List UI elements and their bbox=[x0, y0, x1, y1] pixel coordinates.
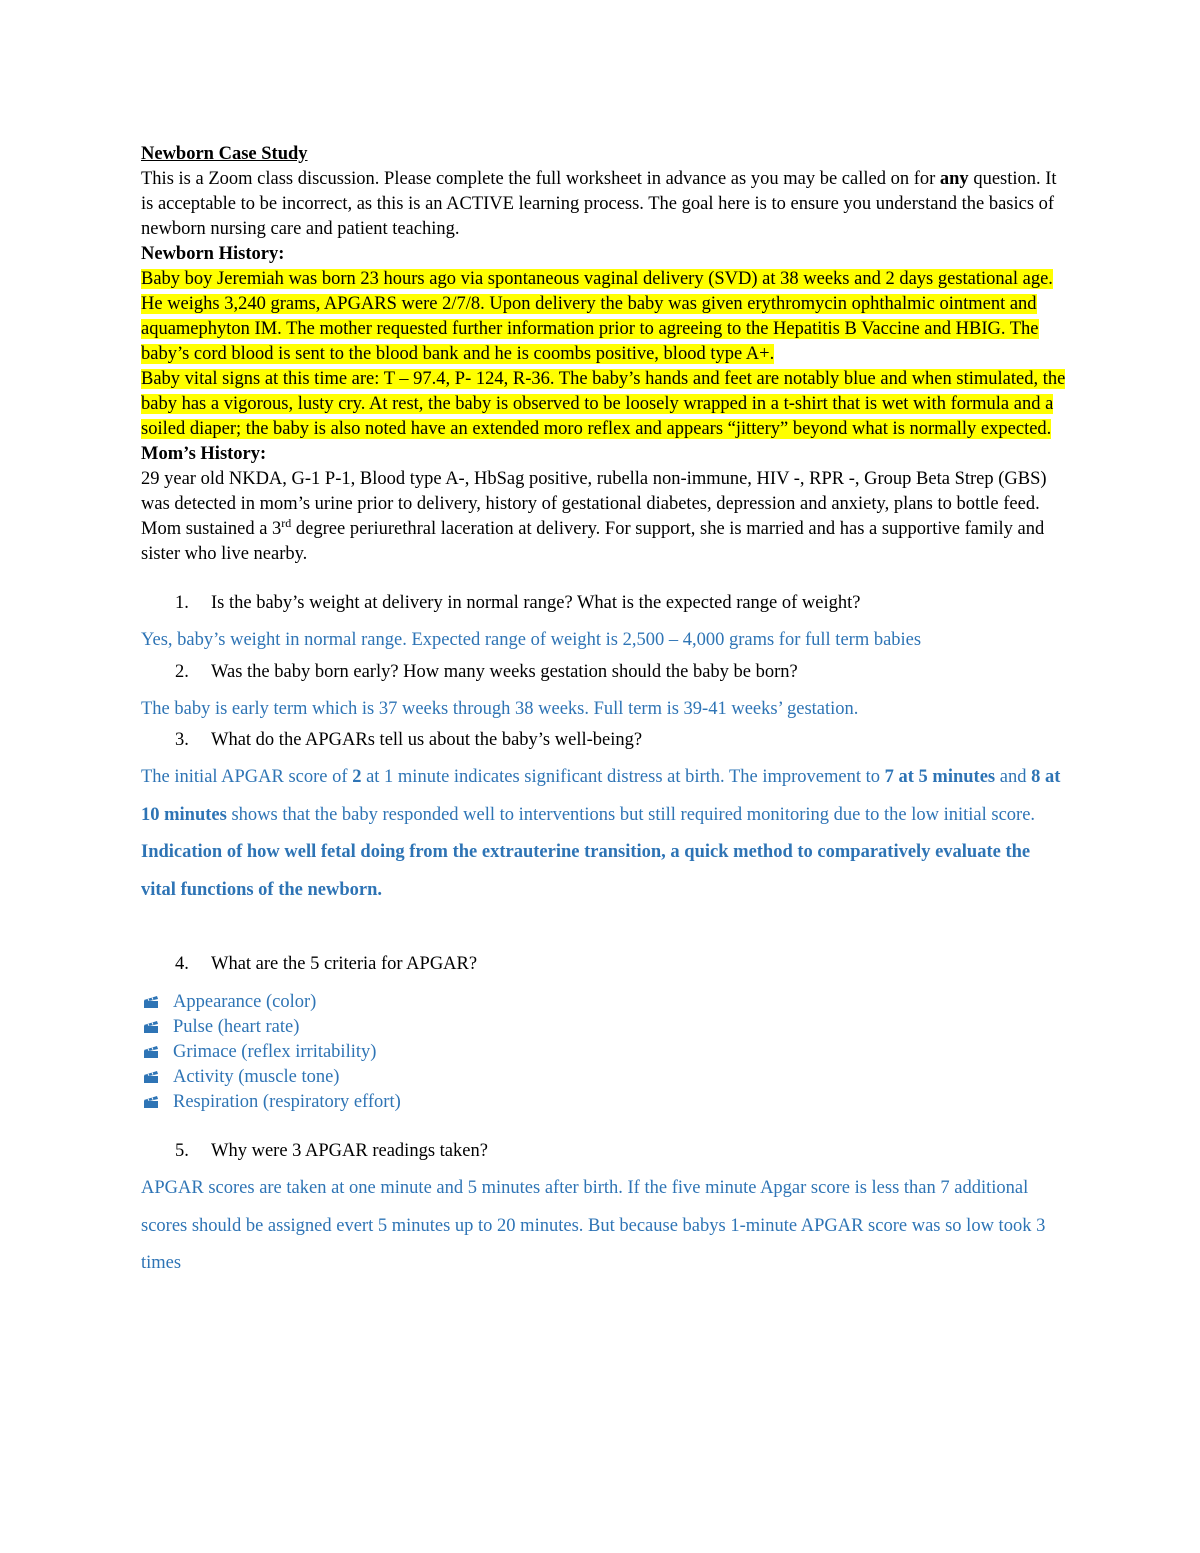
intro-paragraph bbox=[141, 167, 1066, 242]
list-item bbox=[141, 990, 1066, 1015]
mom-history-text-end: degree periurethral laceration at delivery. For support, she is married and has a supportive family and sister who live nearby. bbox=[141, 519, 1045, 564]
mom-history-paragraph bbox=[141, 467, 1066, 567]
bold-answer-text: Indication of how well fetal doing from the extrauterine transition, a quick method to comparatively evaluate the vital functions of the newborn. bbox=[141, 842, 1031, 900]
clapperboard-icon bbox=[143, 1046, 159, 1059]
answer-bold: 2 bbox=[352, 767, 362, 787]
question-number: 4. bbox=[175, 954, 189, 974]
question-number: 1. bbox=[175, 593, 189, 613]
answer-2: The baby is early term which is 37 weeks through 38 weeks. Full term is 39-41 weeks’ gestation. bbox=[141, 698, 859, 719]
answer-text: and bbox=[995, 767, 1032, 787]
question-number: 5. bbox=[175, 1141, 189, 1161]
question-text: Was the baby born early? How many weeks gestation should the baby be born? bbox=[211, 661, 798, 682]
apgar-criteria-list bbox=[141, 990, 1066, 1115]
highlighted-text: Baby boy Jeremiah was born 23 hours ago via spontaneous vaginal delivery (SVD) at 38 weeks and 2 days gestational age. He weighs 3,240 grams, APGARS were 2/7/8. Upon delivery the baby was given erythromycin ophthalmic ointment and aquamephyton IM. The mother requested further information prior to agreeing to the Hepatitis B Vaccine and HBIG. The baby’s cord blood is sent to the blood bank and he is coombs positive, blood type A+. bbox=[141, 269, 1053, 364]
newborn-history-paragraph-2 bbox=[141, 367, 1066, 442]
list-item bbox=[141, 1090, 1066, 1115]
question-3 bbox=[141, 728, 1066, 753]
question-number: 3. bbox=[175, 730, 189, 750]
intro-text-start: This is a Zoom class discussion. Please complete the full worksheet in advance as you may be called on for bbox=[141, 169, 940, 189]
list-item-text: Grimace (reflex irritability) bbox=[173, 1042, 377, 1062]
clapperboard-icon bbox=[143, 996, 159, 1009]
newborn-history-paragraph-1 bbox=[141, 267, 1066, 367]
clapperboard-icon bbox=[143, 1021, 159, 1034]
intro-bold-word: any bbox=[939, 169, 969, 189]
question-2 bbox=[141, 660, 1066, 685]
list-item bbox=[141, 1040, 1066, 1065]
page-title: Newborn Case Study bbox=[141, 144, 308, 164]
mom-history-text-start: 29 year old NKDA, G-1 P-1, Blood type A-, HbSag positive, rubella non-immune, HIV -, RPR -, Group Beta Strep (GBS) was detected in mom’s urine prior to delivery, history of gestational diabetes, depression and anxiety, plans to bottle feed. Mom sustained a 3 bbox=[141, 469, 1047, 539]
document-body bbox=[141, 142, 1066, 1283]
question-4 bbox=[141, 952, 1066, 977]
question-number: 2. bbox=[175, 661, 189, 682]
list-item bbox=[141, 1015, 1066, 1040]
list-item-text: Activity (muscle tone) bbox=[173, 1067, 340, 1087]
answer-text: shows that the baby responded well to interventions but still required monitoring due to the low initial score. bbox=[226, 804, 1036, 825]
question-text: What are the 5 criteria for APGAR? bbox=[211, 954, 478, 974]
answer-5: APGAR scores are taken at one minute and 5 minutes after birth. If the five minute Apgar score is less than 7 additional scores should be assigned evert 5 minutes up to 20 minutes. But because babys 1-minute APGAR score was so low took 3 times bbox=[141, 1178, 1046, 1273]
question-text: Is the baby’s weight at delivery in normal range? What is the expected range of weight? bbox=[211, 593, 861, 613]
answer-3-bold bbox=[141, 834, 1066, 909]
clapperboard-icon bbox=[143, 1071, 159, 1084]
question-text: Why were 3 APGAR readings taken? bbox=[211, 1141, 488, 1161]
answer-bold: 8 at 10 minutes bbox=[141, 767, 1061, 825]
list-item-text: Respiration (respiratory effort) bbox=[173, 1092, 401, 1112]
intro-text-end: question. It is acceptable to be incorrect, as this is an ACTIVE learning process. The goal here is to ensure you understand the basics of newborn nursing care and patient teaching. bbox=[141, 169, 1057, 239]
answer-3 bbox=[141, 759, 1066, 834]
answer-text: at 1 minute indicates significant distress at birth. The improvement to bbox=[361, 767, 885, 787]
highlighted-text: Baby vital signs at this time are: T – 97.4, P- 124, R-36. The baby’s hands and feet are notably blue and when stimulated, the baby has a vigorous, lusty cry. At rest, the baby is observed to be loosely wrapped in a t-shirt that is wet with formula and a soiled diaper; the baby is also noted have an extended moro reflex and appears “jittery” beyond what is normally expected. bbox=[141, 369, 1066, 439]
question-text: What do the APGARs tell us about the baby’s well-being? bbox=[211, 730, 643, 750]
list-item-text: Pulse (heart rate) bbox=[173, 1017, 300, 1037]
answer-1: Yes, baby’s weight in normal range. Expected range of weight is 2,500 – 4,000 grams for full term babies bbox=[141, 630, 922, 650]
question-1 bbox=[141, 591, 1066, 616]
newborn-history-heading: Newborn History: bbox=[141, 244, 285, 264]
answer-bold: 7 at 5 minutes bbox=[884, 767, 996, 787]
list-item bbox=[141, 1065, 1066, 1090]
question-5 bbox=[141, 1139, 1066, 1164]
mom-history-heading: Mom’s History: bbox=[141, 444, 267, 464]
clapperboard-icon bbox=[143, 1096, 159, 1109]
answer-text: The initial APGAR score of bbox=[141, 767, 353, 787]
ordinal-superscript: rd bbox=[281, 515, 292, 530]
list-item-text: Appearance (color) bbox=[173, 992, 317, 1012]
